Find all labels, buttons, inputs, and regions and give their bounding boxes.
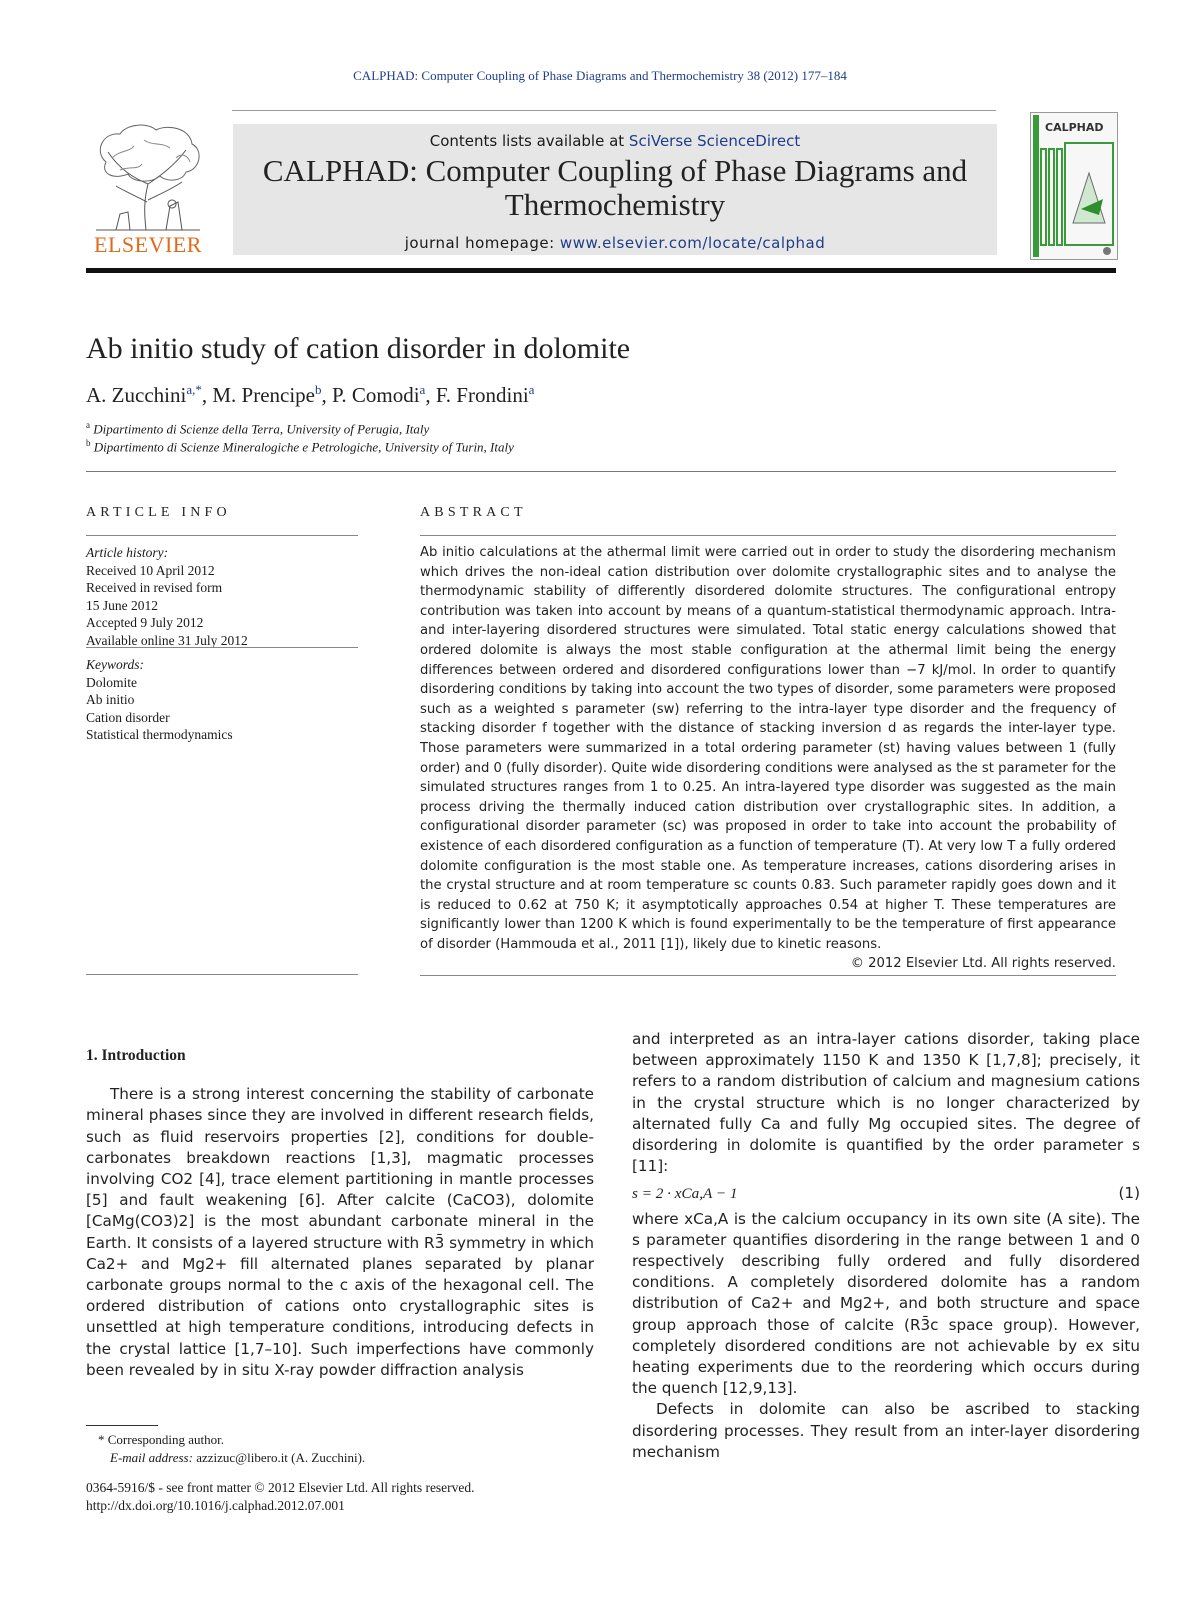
homepage-prefix: journal homepage:	[404, 234, 560, 252]
article-history	[86, 544, 358, 649]
contents-prefix: Contents lists available at	[429, 132, 629, 150]
history-item: Available online 31 July 2012	[86, 632, 248, 648]
author-list: A. Zucchini$^{a,*}$, M. Prencipe$^b$, P. Comodi$^a$, F. Frondini$^a$	[86, 382, 535, 407]
header-thick-rule	[86, 268, 1116, 273]
email-value[interactable]: azzizuc@libero.it (A. Zucchini).	[196, 1450, 366, 1465]
history-item: Received 10 April 2012	[86, 562, 215, 578]
keyword: Ab initio	[86, 692, 135, 707]
keywords-label: Keywords:	[86, 657, 144, 672]
affiliation-mark: a	[86, 420, 90, 430]
contents-line	[233, 132, 997, 150]
author-affiliation-mark[interactable]: a	[528, 382, 535, 397]
abstract-rule	[420, 975, 1116, 976]
footer	[86, 1479, 475, 1515]
footnote	[86, 1431, 365, 1467]
abstract-rule	[420, 535, 1116, 536]
keywords	[86, 656, 358, 744]
author-affiliation-mark[interactable]: a	[419, 382, 426, 397]
article-title: Ab initio study of cation disorder in dolomite	[86, 332, 631, 365]
body-paragraph: Defects in dolomite can also be ascribed to stacking disordering processes. They result from an inter-layer disordering mechanism	[632, 1400, 1140, 1461]
abstract-heading: ABSTRACT	[420, 505, 527, 520]
keyword: Dolomite	[86, 674, 137, 690]
keyword: Cation disorder	[86, 709, 170, 725]
body-paragraph: There is a strong interest concerning the stability of carbonate mineral phases since they are involved in different research fields, such as fluid reservoirs properties [2], conditions for double-carbonates breakdown reactions [1,3], magmatic processes involving CO2 [4], trace element partitioning in mantle processes [5] and fault weakening [6]. After calcite (CaCO3), dolomite [CaMg(CO3)2] is the most abundant carbonate mineral in the Earth. It consists of a layered structure with R3̄ symmetry in which Ca2+ and Mg2+ fill alternated planes separated by planar carbonate groups normal to the c axis of the hexagonal cell. The ordered distribution of cations onto crystallographic sites is unsettled at high temperature conditions, introducing defects in the crystal lattice [1,7–10]. Such imperfections have commonly been revealed by in situ X-ray powder diffraction analysis	[86, 1085, 594, 1379]
author-name: F. Frondini	[435, 383, 529, 407]
info-rule	[86, 647, 358, 648]
body-column-left	[86, 1045, 594, 1381]
section-rule	[86, 471, 1116, 472]
abstract-body	[420, 543, 1116, 974]
info-rule	[86, 535, 358, 536]
author-name: M. Prencipe	[212, 383, 315, 407]
elsevier-logo	[86, 122, 210, 258]
author-affiliation-mark[interactable]: a,*	[186, 382, 202, 397]
author-affiliation-mark[interactable]: b	[315, 382, 322, 397]
affiliation-mark: b	[86, 438, 91, 448]
cover-title: CALPHAD	[1045, 121, 1104, 134]
equation-row	[632, 1183, 1140, 1204]
abstract-text: Ab initio calculations at the athermal limit were carried out in order to study the disordering mechanism which drives the non-ideal cation distribution over dolomite crystallographic sites and to analyse the thermodynamic stability of differently disordered dolomite structures. The configurational entropy contribution was taken into account by means of a quantum-statistical thermodynamic approach. Intra- and inter-layering disordered structures were simulated. Total static energy calculations showed that ordered dolomite is always the most stable configuration at the athermal limit being the energy differences between ordered and disordered configurations lower than −7 kJ/mol. In order to quantify disordering conditions by taking into account the two types of disorder, some parameters were proposed such as a weighted s parameter (sw) referring to the intra-layer type disorder and the frequency of stacking disorder f together with the distance of stacking inversion d as regards the inter-layer type. Those parameters were summarized in a total ordering parameter (st) having values between 1 (fully order) and 0 (fully disorder). Quite wide disordering conditions were analysed as the st parameter for the simulated structures ranges from 1 to 0.25. An intra-layered type disorder was suggested as the main process driving the thermally induced cation distribution over crystallographic sites. In addition, a configurational disorder parameter (sc) was proposed in order to take into account the probability of existence of each disordered configuration as a function of temperature (T). At very low T a fully ordered dolomite configuration is the most stable one. As temperature increases, cations disordering arises in the crystal structure and at room temperature sc counts 0.83. Such parameter rapidly goes down and it is reduced to 0.62 at 750 K; it asymptotically approaches 0.54 at higher T. These temperatures are significantly lower than 1200 K which is found experimentally to be the temperature of first appearance of disorder (Hammouda et al., 2011 [1]), likely due to kinetic reasons.	[420, 545, 1116, 952]
info-rule	[86, 974, 358, 975]
doi-link[interactable]: http://dx.doi.org/10.1016/j.calphad.2012.07.001	[86, 1498, 345, 1513]
corresponding-author-note: * Corresponding author.	[98, 1432, 225, 1447]
affiliation	[86, 438, 514, 455]
author-name: A. Zucchini	[86, 383, 187, 407]
footnote-rule	[86, 1425, 158, 1426]
article-info-heading: ARTICLE INFO	[86, 505, 231, 520]
body-column-right	[632, 1029, 1140, 1463]
affiliation	[86, 420, 429, 437]
publisher-name: ELSEVIER	[94, 232, 202, 257]
equation-number: (1)	[1118, 1184, 1140, 1203]
issn-line: 0364-5916/$ - see front matter © 2012 Elsevier Ltd. All rights reserved.	[86, 1480, 475, 1495]
email-label: E-mail address:	[110, 1450, 193, 1465]
abstract-copyright: © 2012 Elsevier Ltd. All rights reserved.	[850, 956, 1116, 972]
cover-art-icon	[1031, 113, 1117, 259]
history-item: Received in revised form	[86, 580, 223, 595]
body-paragraph: and interpreted as an intra-layer cations disorder, taking place between approximately 1150 K and 1350 K [1,7,8]; precisely, it refers to a random distribution of calcium and magnesium cations in the crystal structure which is no longer characterized by alternated fully Ca and fully Mg occupied sites. The degree of disordering in dolomite is quantified by the order parameter s [11]:	[632, 1030, 1140, 1176]
history-item: 15 June 2012	[86, 597, 158, 613]
keyword: Statistical thermodynamics	[86, 727, 233, 742]
homepage-link[interactable]: www.elsevier.com/locate/calphad	[559, 234, 826, 252]
journal-reference[interactable]: CALPHAD: Computer Coupling of Phase Diagrams and Thermochemistry 38 (2012) 177–184	[353, 68, 847, 83]
affiliation-text: Dipartimento di Scienze Mineralogiche e Petrologiche, University of Turin, Italy	[93, 439, 514, 455]
history-item: Accepted 9 July 2012	[86, 615, 204, 630]
equation: s = 2 · xCa,A − 1	[632, 1185, 738, 1203]
sciencedirect-link[interactable]: SciVerse ScienceDirect	[628, 132, 801, 150]
journal-masthead	[233, 124, 997, 255]
journal-cover-thumbnail[interactable]	[1030, 112, 1118, 260]
homepage-line	[233, 234, 997, 252]
section-heading: 1. Introduction	[86, 1047, 186, 1064]
journal-title: CALPHAD: Computer Coupling of Phase Diagrams and Thermochemistry	[262, 153, 968, 222]
affiliation-text: Dipartimento di Scienze della Terra, University of Perugia, Italy	[93, 421, 430, 437]
body-paragraph: where xCa,A is the calcium occupancy in its own site (A site). The s parameter quantifies disordering in the range between 1 and 0 respectively describing fully ordered and fully disordered conditions. A completely disordered dolomite has a random distribution of Ca2+ and Mg2+, and both structure and space group approach those of calcite (R3̄c space group). However, completely disordered conditions are not achievable by ex situ heating experiments due to the reordering which occurs during the quench [12,9,13].	[632, 1209, 1140, 1398]
history-label: Article history:	[86, 545, 169, 560]
author-name: P. Comodi	[332, 383, 420, 407]
header-rule	[232, 110, 996, 111]
email-line	[86, 1449, 365, 1467]
